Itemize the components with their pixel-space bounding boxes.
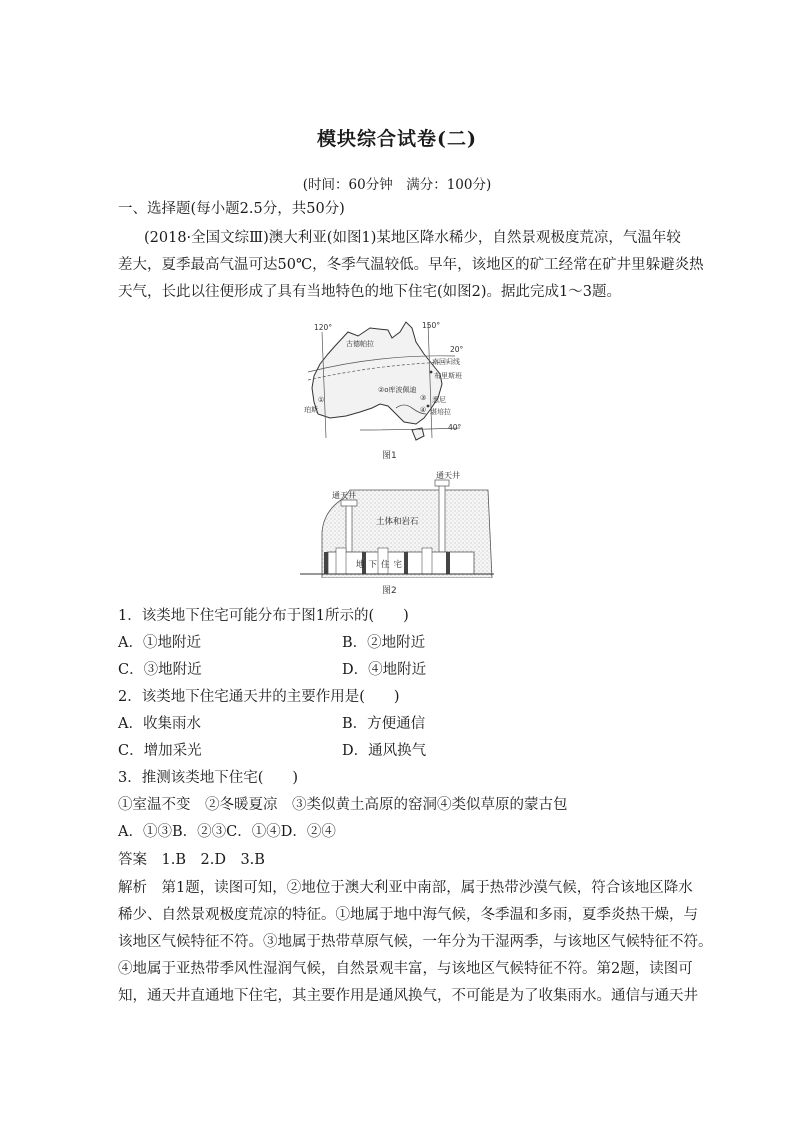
question-3-stem: 3．推测该类地下住宅( ) (118, 770, 299, 786)
sydney-label: 悉尼 (432, 396, 446, 404)
answer-line: 答案 1.B 2.D 3.B (118, 852, 265, 868)
analysis-line-3: 该地区气候特征不符。③地属于热带草原气候，一年分为干湿两季，与该地区气候特征不符。 (118, 934, 713, 950)
figure2-house-diagram (298, 470, 496, 578)
intro-line-3: 天气，长此以往便形成了具有当地特色的地下住宅(如图2)。据此完成1～3题。 (118, 284, 621, 300)
brisbane-label: 布里斯班 (434, 372, 462, 380)
analysis-line-2: 稀少、自然景观极度荒凉的特征。①地属于地中海气候，冬季温和多雨，夏季炎热干燥，与 (118, 907, 698, 923)
q2-option-b: B．方便通信 (342, 716, 426, 732)
point4-label: ④ (420, 406, 427, 414)
q1-option-b: B．②地附近 (342, 635, 426, 651)
house-label: 地下住宅 (356, 560, 407, 570)
intro-line-2: 差大，夏季最高气温可达50℃，冬季气温较低。早年，该地区的矿工经常在矿井里躲避炎热 (118, 257, 704, 273)
tropic-label: 南回归线 (432, 358, 460, 366)
figure1-australia-map (300, 318, 470, 460)
page-title: 模块综合试卷(二) (317, 128, 477, 150)
point2-label: ②o库波佩迪 (378, 386, 417, 394)
q2-option-c: C．增加采光 (118, 743, 202, 759)
shaft-right-label: 通天井 (436, 471, 460, 480)
question-2-stem: 2．该类地下住宅通天井的主要作用是( ) (118, 689, 400, 705)
rock-label: 土体和岩石 (376, 517, 419, 527)
q1-option-a: A．①地附近 (118, 635, 201, 651)
figure2-caption: 图2 (382, 586, 397, 596)
q3-options: A．①③B．②③C．①④D．②④ (118, 824, 336, 840)
q3-statements: ①室温不变 ②冬暖夏凉 ③类似黄土高原的窑洞④类似草原的蒙古包 (118, 797, 568, 813)
analysis-line-1: 解析 第1题，读图可知，②地位于澳大利亚中南部，属于热带沙漠气候，符合该地区降水 (118, 880, 693, 896)
analysis-line-4: ④地属于亚热带季风性湿润气候，自然景观丰富，与该地区气候特征不符。第2题，读图可 (118, 961, 693, 977)
analysis-line-5: 知，通天井直通地下住宅，其主要作用是通风换气，不可能是为了收集雨水。通信与通天井 (118, 988, 698, 1004)
canberra-label: 堪培拉 (430, 408, 451, 416)
lon120-label: 120° (314, 323, 333, 332)
point3-label: ③ (420, 394, 427, 402)
perth-label: 珀斯 (304, 406, 318, 414)
figure1-caption: 图1 (382, 451, 397, 461)
darwin-label: 古德帕拉 (346, 340, 374, 348)
point1-label: ① (318, 396, 325, 404)
q1-option-d: D．④地附近 (342, 662, 427, 678)
intro-line-1: (2018·全国文综Ⅲ)澳大利亚(如图1)某地区降水稀少，自然景观极度荒凉，气温年较 (144, 230, 681, 246)
exam-info: (时间：60分钟 满分：100分) (302, 177, 492, 193)
question-1-stem: 1．该类地下住宅可能分布于图1所示的( ) (118, 608, 409, 624)
section-heading: 一、选择题(每小题2.5分，共50分) (118, 201, 345, 217)
q1-option-c: C．③地附近 (118, 662, 202, 678)
shaft-left-label: 通天井 (332, 491, 356, 500)
lon150-label: 150° (422, 321, 441, 330)
q2-option-a: A．收集雨水 (118, 716, 201, 732)
lat20-label: 20° (450, 345, 464, 354)
lat40-label: 40° (448, 423, 462, 432)
q2-option-d: D．通风换气 (342, 743, 427, 759)
